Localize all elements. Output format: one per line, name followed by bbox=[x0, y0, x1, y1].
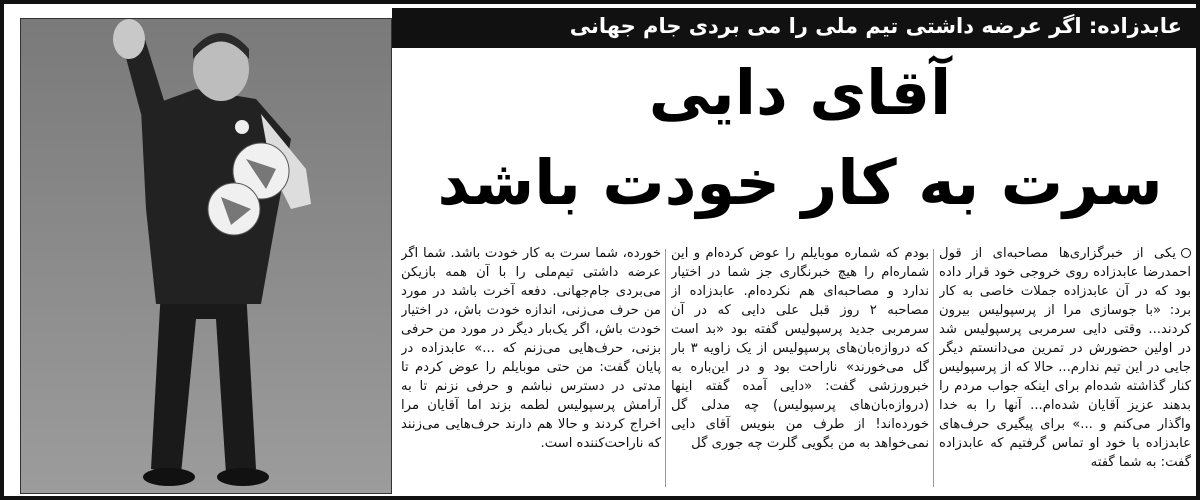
article-column-2: بودم که شماره موبایلم را عوض کرده‌ام و این شماره‌ام را هیچ خبرنگاری جز شما در اختیار ندارد و مصاحبه‌ای هم نکرده‌ام. عابدزاده از مصاحبه ۲ روز قبل علی دایی که در آن سرمربی جدید پرسپولیس گفته بود «بد است که دروازه‌بان‌های پرسپولیس از یک زاویه ۳ بار گل می‌خورند» ناراحت بود و در این‌باره به خبرورزشی گفت: «دایی آمده گفته اینها (دروازه‌بان‌های پرسپولیس) چه مدلی گل خورده‌اند! از طرف من بنویس آقای دایی نمی‌خواهد به من بگویی گلرت چه جوری گل bbox=[671, 246, 929, 451]
column-divider bbox=[665, 249, 666, 487]
kicker-banner bbox=[392, 8, 1200, 48]
article-column-3: خورده، شما سرت به کار خودت باشد. شما اگر عرضه داشتی تیم‌ملی را با آن همه بازیکن می‌بردی جام‌جهانی. دفعه آخرت باشد در مورد من حرف می‌زنی، اندازه خودت باش، در اختیار خودت باش، اگر یک‌بار دیگر در مورد من حرفی بزنی، حرف‌هایی می‌زنم که ...» عابدزاده در پایان گفت: من حتی موبایلم را عوض کردم تا مدتی در دسترس نباشم و حرفی نزنم تا به آرامش پرسپولیس لطمه بزند اما آقایان مرا اخراج کردند و حالا هم دارند حرف‌هایی می‌زنند که ناراحت‌کننده است. bbox=[401, 246, 661, 451]
kicker-text: عابدزاده: اگر عرضه داشتی تیم ملی را می بردی جام جهانی bbox=[569, 14, 1182, 38]
headline-line-2: سرت به کار خودت باشد bbox=[437, 146, 1163, 219]
headline-line-1: آقای دایی bbox=[648, 56, 952, 129]
headline bbox=[404, 56, 1196, 236]
article-column-1-text: یکی از خبرگزاری‌ها مصاحبه‌ای از قول احمدرضا عابدزاده روی خروجی خود قرار داده بود که در آن عابدزاده جملات خاصی به کار برد: «با جوسازی مرا از پرسپولیس بیرون کردند... وقتی دایی سرمربی پرسپولیس شد در اولین حضورش در تمرین می‌دانستم دیگر جایی در این تیم ندارم... حالا که از پرسپولیس کنار گذاشته شده‌ام برای اینکه جواب مردم را بدهند عزیز آقایان شده‌ام... آنها را به خدا واگذار می‌کنم و ...» برای پیگیری حرف‌های عابدزاده با خود او تماس گرفتیم که عابدزاده گفت: به شما گفته bbox=[939, 246, 1191, 470]
coach-photo bbox=[20, 18, 392, 494]
column-divider bbox=[933, 249, 934, 487]
article-column-1 bbox=[939, 244, 1191, 489]
bullet-icon bbox=[1181, 248, 1191, 258]
coach-photo-illustration bbox=[21, 19, 391, 493]
